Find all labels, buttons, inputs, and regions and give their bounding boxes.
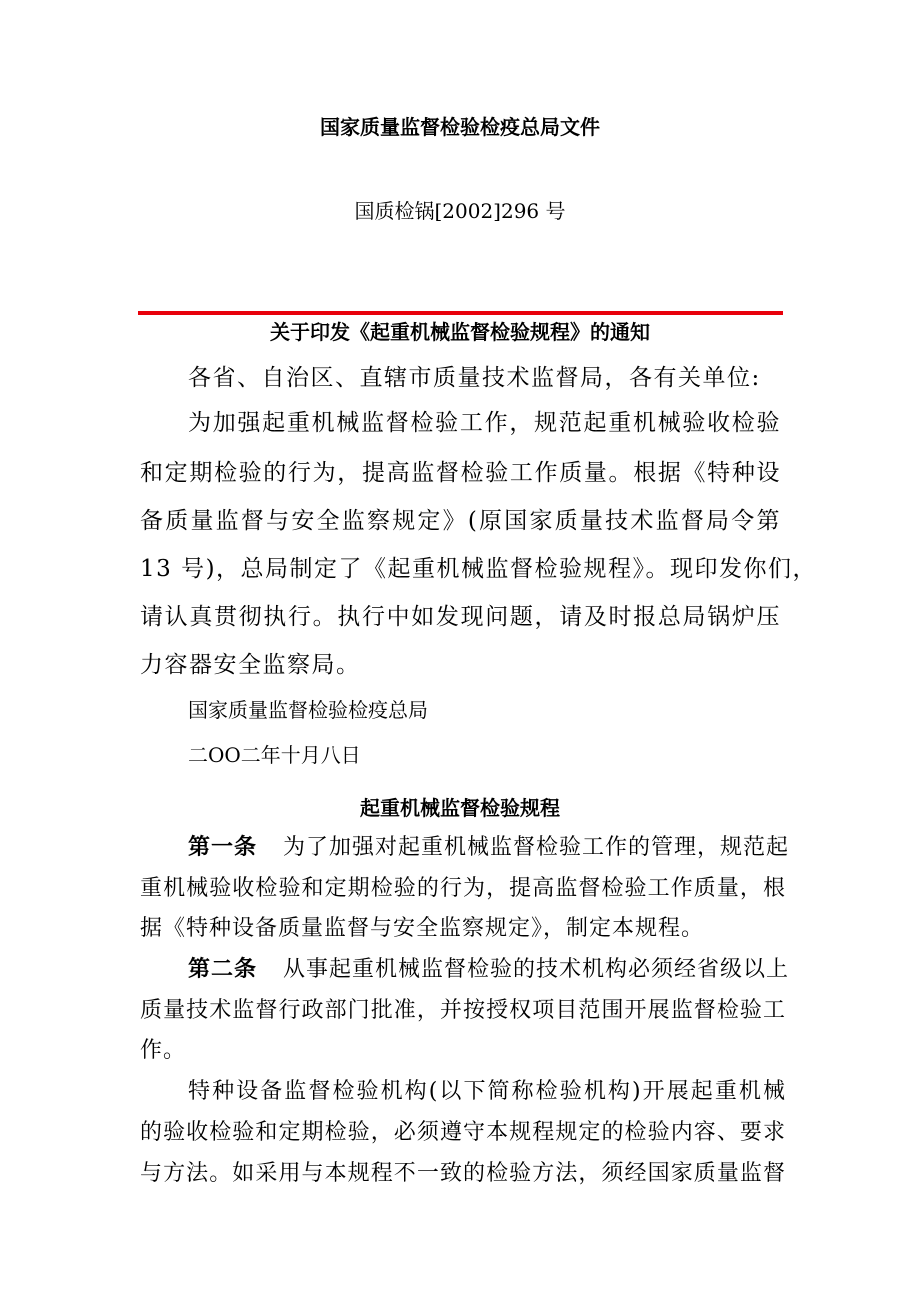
article-2-first-line — [188, 957, 790, 982]
header-red-rule — [138, 311, 783, 315]
article-2-line: 质量技术监督行政部门批准，并按授权项目范围开展监督检验工 — [140, 998, 786, 1023]
article-2-text: 从事起重机械监督检验的技术机构必须经省级以上 — [283, 957, 790, 982]
notice-body-line: 备质量监督与安全监察规定》(原国家质量技术监督局令第 — [140, 508, 781, 534]
article-1-line: 据《特种设备质量监督与安全监察规定》，制定本规程。 — [140, 916, 705, 941]
notice-body-line: 为加强起重机械监督检验工作，规范起重机械验收检验 — [188, 410, 781, 436]
article-1-text: 为了加强对起重机械监督检验工作的管理，规范起 — [283, 835, 790, 860]
document-number: 国质检锅[2002]296 号 — [354, 199, 566, 223]
salutation: 各省、自治区、直辖市质量技术监督局，各有关单位: — [188, 365, 761, 391]
paragraph-3-line: 与方法。如采用与本规程不一致的检验方法，须经国家质量监督 — [140, 1161, 786, 1186]
notice-body-line: 和定期检验的行为，提高监督检验工作质量。根据《特种设 — [140, 460, 781, 486]
paragraph-3-line: 的验收检验和定期检验，必须遵守本规程规定的检验内容、要求 — [140, 1120, 786, 1145]
agency-title: 国家质量监督检验检疫总局文件 — [320, 115, 600, 139]
article-2-line: 作。 — [140, 1038, 187, 1063]
paragraph-3-line: 特种设备监督检验机构(以下简称检验机构)开展起重机械 — [188, 1079, 786, 1104]
issue-date: 二OO二年十月八日 — [188, 743, 361, 767]
article-1-first-line — [188, 835, 790, 860]
article-1-label: 第一条 — [188, 835, 258, 860]
notice-body-line: 力容器安全监察局。 — [140, 652, 361, 678]
notice-title: 关于印发《起重机械监督检验规程》的通知 — [270, 320, 650, 344]
article-1-line: 重机械验收检验和定期检验的行为，提高监督检验工作质量，根 — [140, 876, 786, 901]
notice-body-line: 请认真贯彻执行。执行中如发现问题，请及时报总局锅炉压 — [140, 604, 781, 630]
notice-body-line: 13 号)，总局制定了《起重机械监督检验规程》。现印发你们， — [140, 556, 818, 582]
article-2-label: 第二条 — [188, 957, 258, 982]
regulation-title: 起重机械监督检验规程 — [360, 796, 560, 820]
signatory: 国家质量监督检验检疫总局 — [188, 698, 428, 722]
